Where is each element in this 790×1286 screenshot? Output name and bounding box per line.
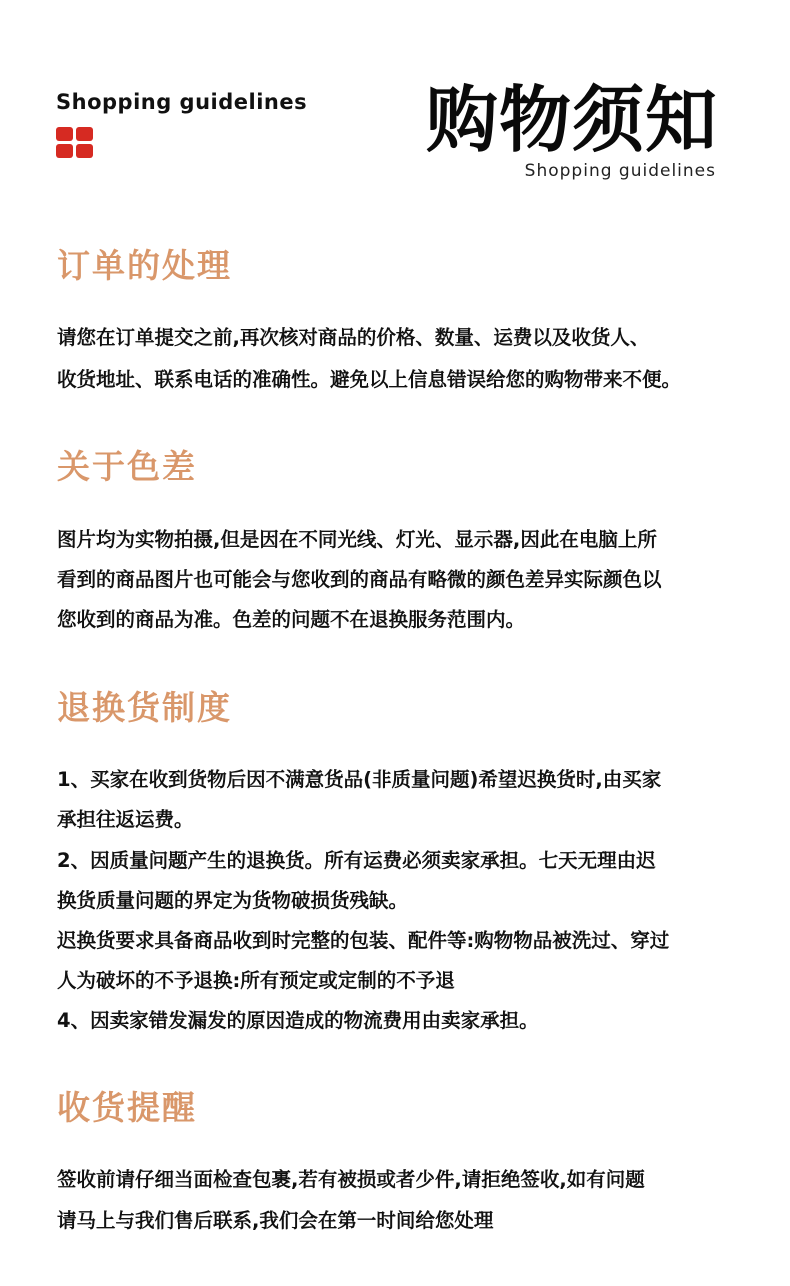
returns-text-line: 2、因质量问题产生的退换货。所有运费必须卖家承担。七天无理由迟 [57, 849, 656, 872]
order-text-line: 收货地址、联系电话的准确性。避免以上信息错误给您的购物带来不便。 [57, 368, 682, 391]
returns-text-line: 人为破坏的不予退换:所有预定或定制的不予退 [57, 969, 455, 992]
returns-text-line: 4、因卖家错发漏发的原因造成的物流费用由卖家承担。 [57, 1009, 539, 1032]
color-text-line: 看到的商品图片也可能会与您收到的商品有略微的颜色差异实际颜色以 [57, 568, 662, 591]
returns-text-line: 1、买家在收到货物后因不满意货品(非质量问题)希望迟换货时,由买家 [57, 768, 662, 791]
section-heading-receipt: 收货提醒 [57, 1088, 197, 1127]
receipt-text-line: 签收前请仔细当面检查包裹,若有被损或者少件,请拒绝签收,如有问题 [57, 1168, 645, 1191]
color-text-line: 您收到的商品为准。色差的问题不在退换服务范围内。 [57, 608, 526, 631]
returns-text-line: 换货质量问题的界定为货物破损货残缺。 [57, 889, 409, 912]
order-text-line: 请您在订单提交之前,再次核对商品的价格、数量、运费以及收货人、 [57, 326, 650, 349]
brand-logo-icon [56, 127, 93, 159]
section-heading-order: 订单的处理 [57, 246, 232, 285]
returns-text-line: 迟换货要求具备商品收到时完整的包装、配件等:购物物品被洗过、穿过 [57, 929, 670, 952]
page-subtitle: Shopping guidelines [524, 161, 716, 181]
section-heading-color: 关于色差 [57, 447, 197, 486]
returns-text-line: 承担往返运费。 [57, 808, 194, 831]
header-small-title: Shopping guidelines [56, 90, 308, 114]
receipt-text-line: 请马上与我们售后联系,我们会在第一时间给您处理 [57, 1209, 494, 1232]
color-text-line: 图片均为实物拍摄,但是因在不同光线、灯光、显示器,因此在电脑上所 [57, 528, 657, 551]
page-title: 购物须知 [425, 78, 718, 162]
section-heading-returns: 退换货制度 [57, 688, 232, 727]
